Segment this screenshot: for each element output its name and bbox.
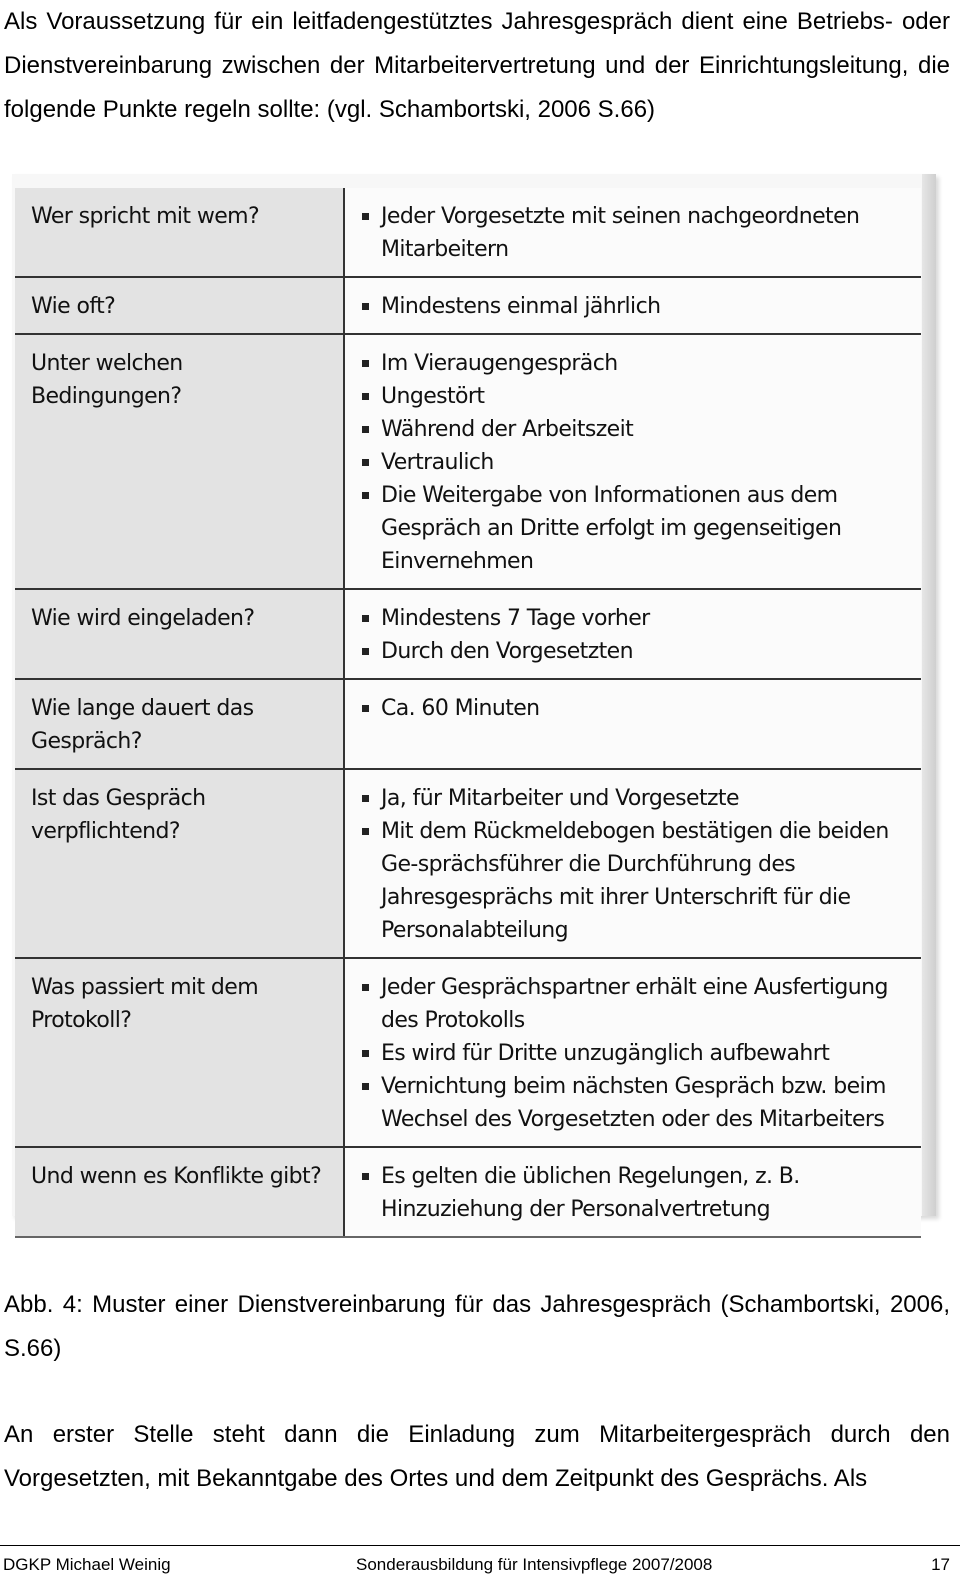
question-cell: Unter welchen Bedingungen?: [15, 334, 344, 589]
list-item: Mit dem Rückmeldebogen bestätigen die beiden Ge-sprächsführer die Durchführung des Jahresgesprächs mit ihrer Unterschrift für die Personalabteilung: [359, 815, 911, 947]
answer-list: [359, 290, 911, 323]
list-item: Im Vieraugengespräch: [359, 347, 911, 380]
list-item: Vertraulich: [359, 446, 911, 479]
list-item: Ja, für Mitarbeiter und Vorgesetzte: [359, 782, 911, 815]
answer-cell: [344, 334, 921, 589]
question-cell: Ist das Gespräch verpflichtend?: [15, 769, 344, 958]
figure-caption: Abb. 4: Muster einer Dienstvereinbarung für das Jahresgespräch (Schambortski, 2006, S.66): [4, 1291, 950, 1362]
agreement-table: [15, 188, 921, 1238]
answer-list: [359, 971, 911, 1136]
table-row: [15, 958, 921, 1147]
answer-cell: [344, 589, 921, 679]
table-row: [15, 334, 921, 589]
table-row: [15, 679, 921, 769]
answer-cell: [344, 769, 921, 958]
question-cell: Und wenn es Konflikte gibt?: [15, 1147, 344, 1237]
footer-author: DGKP Michael Weinig: [3, 1555, 171, 1574]
answer-list: [359, 200, 911, 266]
intro-paragraph: Als Voraussetzung für ein leitfadengestütztes Jahresgespräch dient eine Betriebs- oder Dienstvereinbarung zwischen der Mitarbeitervertretung und der Einrichtungsleitung, die folgende Punkte regeln sollte: (vgl. Schambortski, 2006 S.66): [4, 8, 950, 123]
list-item: Ungestört: [359, 380, 911, 413]
list-item: Es gelten die üblichen Regelungen, z. B. Hinzuziehung der Personalvertretung: [359, 1160, 911, 1226]
answer-list: [359, 602, 911, 668]
list-item: Jeder Vorgesetzte mit seinen nachgeordneten Mitarbeitern: [359, 200, 911, 266]
table-row: [15, 1147, 921, 1237]
answer-list: [359, 782, 911, 947]
list-item: Mindestens einmal jährlich: [359, 290, 911, 323]
answer-cell: [344, 277, 921, 334]
question-cell: Wie lange dauert das Gespräch?: [15, 679, 344, 769]
list-item: Während der Arbeitszeit: [359, 413, 911, 446]
answer-cell: [344, 679, 921, 769]
answer-list: [359, 692, 911, 725]
question-cell: Wie wird eingeladen?: [15, 589, 344, 679]
answer-list: [359, 1160, 911, 1226]
agreement-table-body: [15, 188, 921, 1237]
list-item: Mindestens 7 Tage vorher: [359, 602, 911, 635]
scanned-figure: [12, 174, 936, 1222]
table-row: [15, 188, 921, 277]
answer-list: [359, 347, 911, 578]
question-cell: Wie oft?: [15, 277, 344, 334]
footer-course: Sonderausbildung für Intensivpflege 2007/2008: [356, 1555, 713, 1574]
list-item: Jeder Gesprächspartner erhält eine Ausfertigung des Protokolls: [359, 971, 911, 1037]
table-row: [15, 769, 921, 958]
scan-page-edge: [922, 174, 936, 1216]
list-item: Vernichtung beim nächsten Gespräch bzw. beim Wechsel des Vorgesetzten oder des Mitarbeiters: [359, 1070, 911, 1136]
list-item: Durch den Vorgesetzten: [359, 635, 911, 668]
answer-cell: [344, 188, 921, 277]
question-cell: Wer spricht mit wem?: [15, 188, 344, 277]
list-item: Es wird für Dritte unzugänglich aufbewahrt: [359, 1037, 911, 1070]
list-item: Die Weitergabe von Informationen aus dem Gespräch an Dritte erfolgt im gegenseitigen Einvernehmen: [359, 479, 911, 578]
body-paragraph: An erster Stelle steht dann die Einladung zum Mitarbeitergespräch durch den Vorgesetzten, mit Bekanntgabe des Ortes und dem Zeitpunkt des Gesprächs. Als: [4, 1421, 950, 1492]
question-cell: Was passiert mit dem Protokoll?: [15, 958, 344, 1147]
table-row: [15, 589, 921, 679]
answer-cell: [344, 958, 921, 1147]
answer-cell: [344, 1147, 921, 1237]
list-item: Ca. 60 Minuten: [359, 692, 911, 725]
page-footer: [0, 1545, 960, 1576]
table-row: [15, 277, 921, 334]
footer-page-number: 17: [931, 1555, 950, 1574]
